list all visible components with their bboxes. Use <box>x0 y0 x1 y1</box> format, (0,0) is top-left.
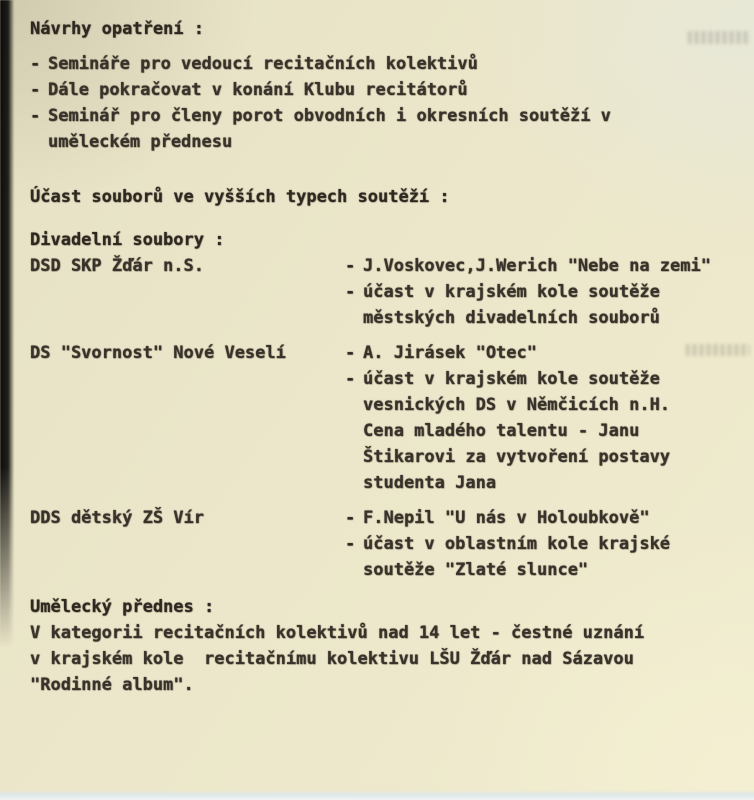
list-item <box>345 531 754 583</box>
bullet-dash: - <box>345 508 356 528</box>
list-item <box>345 279 754 331</box>
proposals-list <box>30 51 754 155</box>
paragraph-line: V kategorii recitačních kolektivů nad 14 let - čestné uznání <box>30 623 645 643</box>
bullet-dash: - <box>345 256 356 276</box>
bullet-dash: - <box>30 106 41 126</box>
list-item <box>30 103 754 155</box>
bullet-dash: - <box>345 534 356 554</box>
list-item <box>345 253 754 279</box>
list-item <box>345 340 754 366</box>
list-item <box>345 505 754 531</box>
ensemble-details <box>345 340 754 496</box>
list-item-text: účast v krajském kole soutěže vesnických DS v Němčicích n.H. Cena mladého talentu - Janu Štikarovi za vytvoření postavy studenta Jana <box>363 369 671 493</box>
table-row <box>30 340 754 496</box>
list-item-text: F.Nepil "U nás v Holoubkově" <box>363 508 650 528</box>
list-item-text: Seminář pro členy porot obvodních i okresních soutěží v uměleckém přednesu <box>48 106 611 152</box>
ensemble-name: DS "Svornost" Nové Veselí <box>30 343 286 363</box>
list-item-text: J.Voskovec,J.Werich "Nebe na zemi" <box>363 256 711 276</box>
ensemble-name: DSD SKP Žďár n.S. <box>30 256 204 276</box>
bullet-dash: - <box>30 80 41 100</box>
paragraph-line: v krajském kole recitačnímu kolektivu LŠU Žďár nad Sázavou <box>30 649 634 669</box>
ensemble-name: DDS dětský ZŠ Vír <box>30 508 204 528</box>
list-item-text: účast v krajském kole soutěže městských divadelních souborů <box>363 282 660 328</box>
ensemble-details <box>345 253 754 331</box>
ensemble-details <box>345 505 754 583</box>
table-row <box>30 505 754 583</box>
bullet-dash: - <box>345 369 356 389</box>
bullet-dash: - <box>345 282 356 302</box>
section-heading-recitation: Umělecký přednes : <box>30 597 215 617</box>
section-heading-proposals: Návrhy opatření : <box>30 19 204 39</box>
table-row <box>30 253 754 331</box>
list-item-text: A. Jirásek "Otec" <box>363 343 537 363</box>
list-item <box>345 366 754 496</box>
paragraph-line: "Rodinné album". <box>30 675 194 695</box>
section-heading-participation: Účast souborů ve vyšších typech soutěží : <box>30 187 450 207</box>
list-item <box>30 51 754 77</box>
recitation-paragraph <box>30 620 754 698</box>
list-item <box>30 77 754 103</box>
bullet-dash: - <box>30 54 41 74</box>
scan-edge-bottom-strip <box>0 790 754 800</box>
section-heading-theatre-ensembles: Divadelní soubory : <box>30 230 225 250</box>
list-item-text: účast v oblastním kole krajské soutěže "Zlaté slunce" <box>363 534 671 580</box>
list-item-text: Semináře pro vedoucí recitačních kolektivů <box>48 54 478 74</box>
bullet-dash: - <box>345 343 356 363</box>
list-item-text: Dále pokračovat v konání Klubu recitátorů <box>48 80 468 100</box>
